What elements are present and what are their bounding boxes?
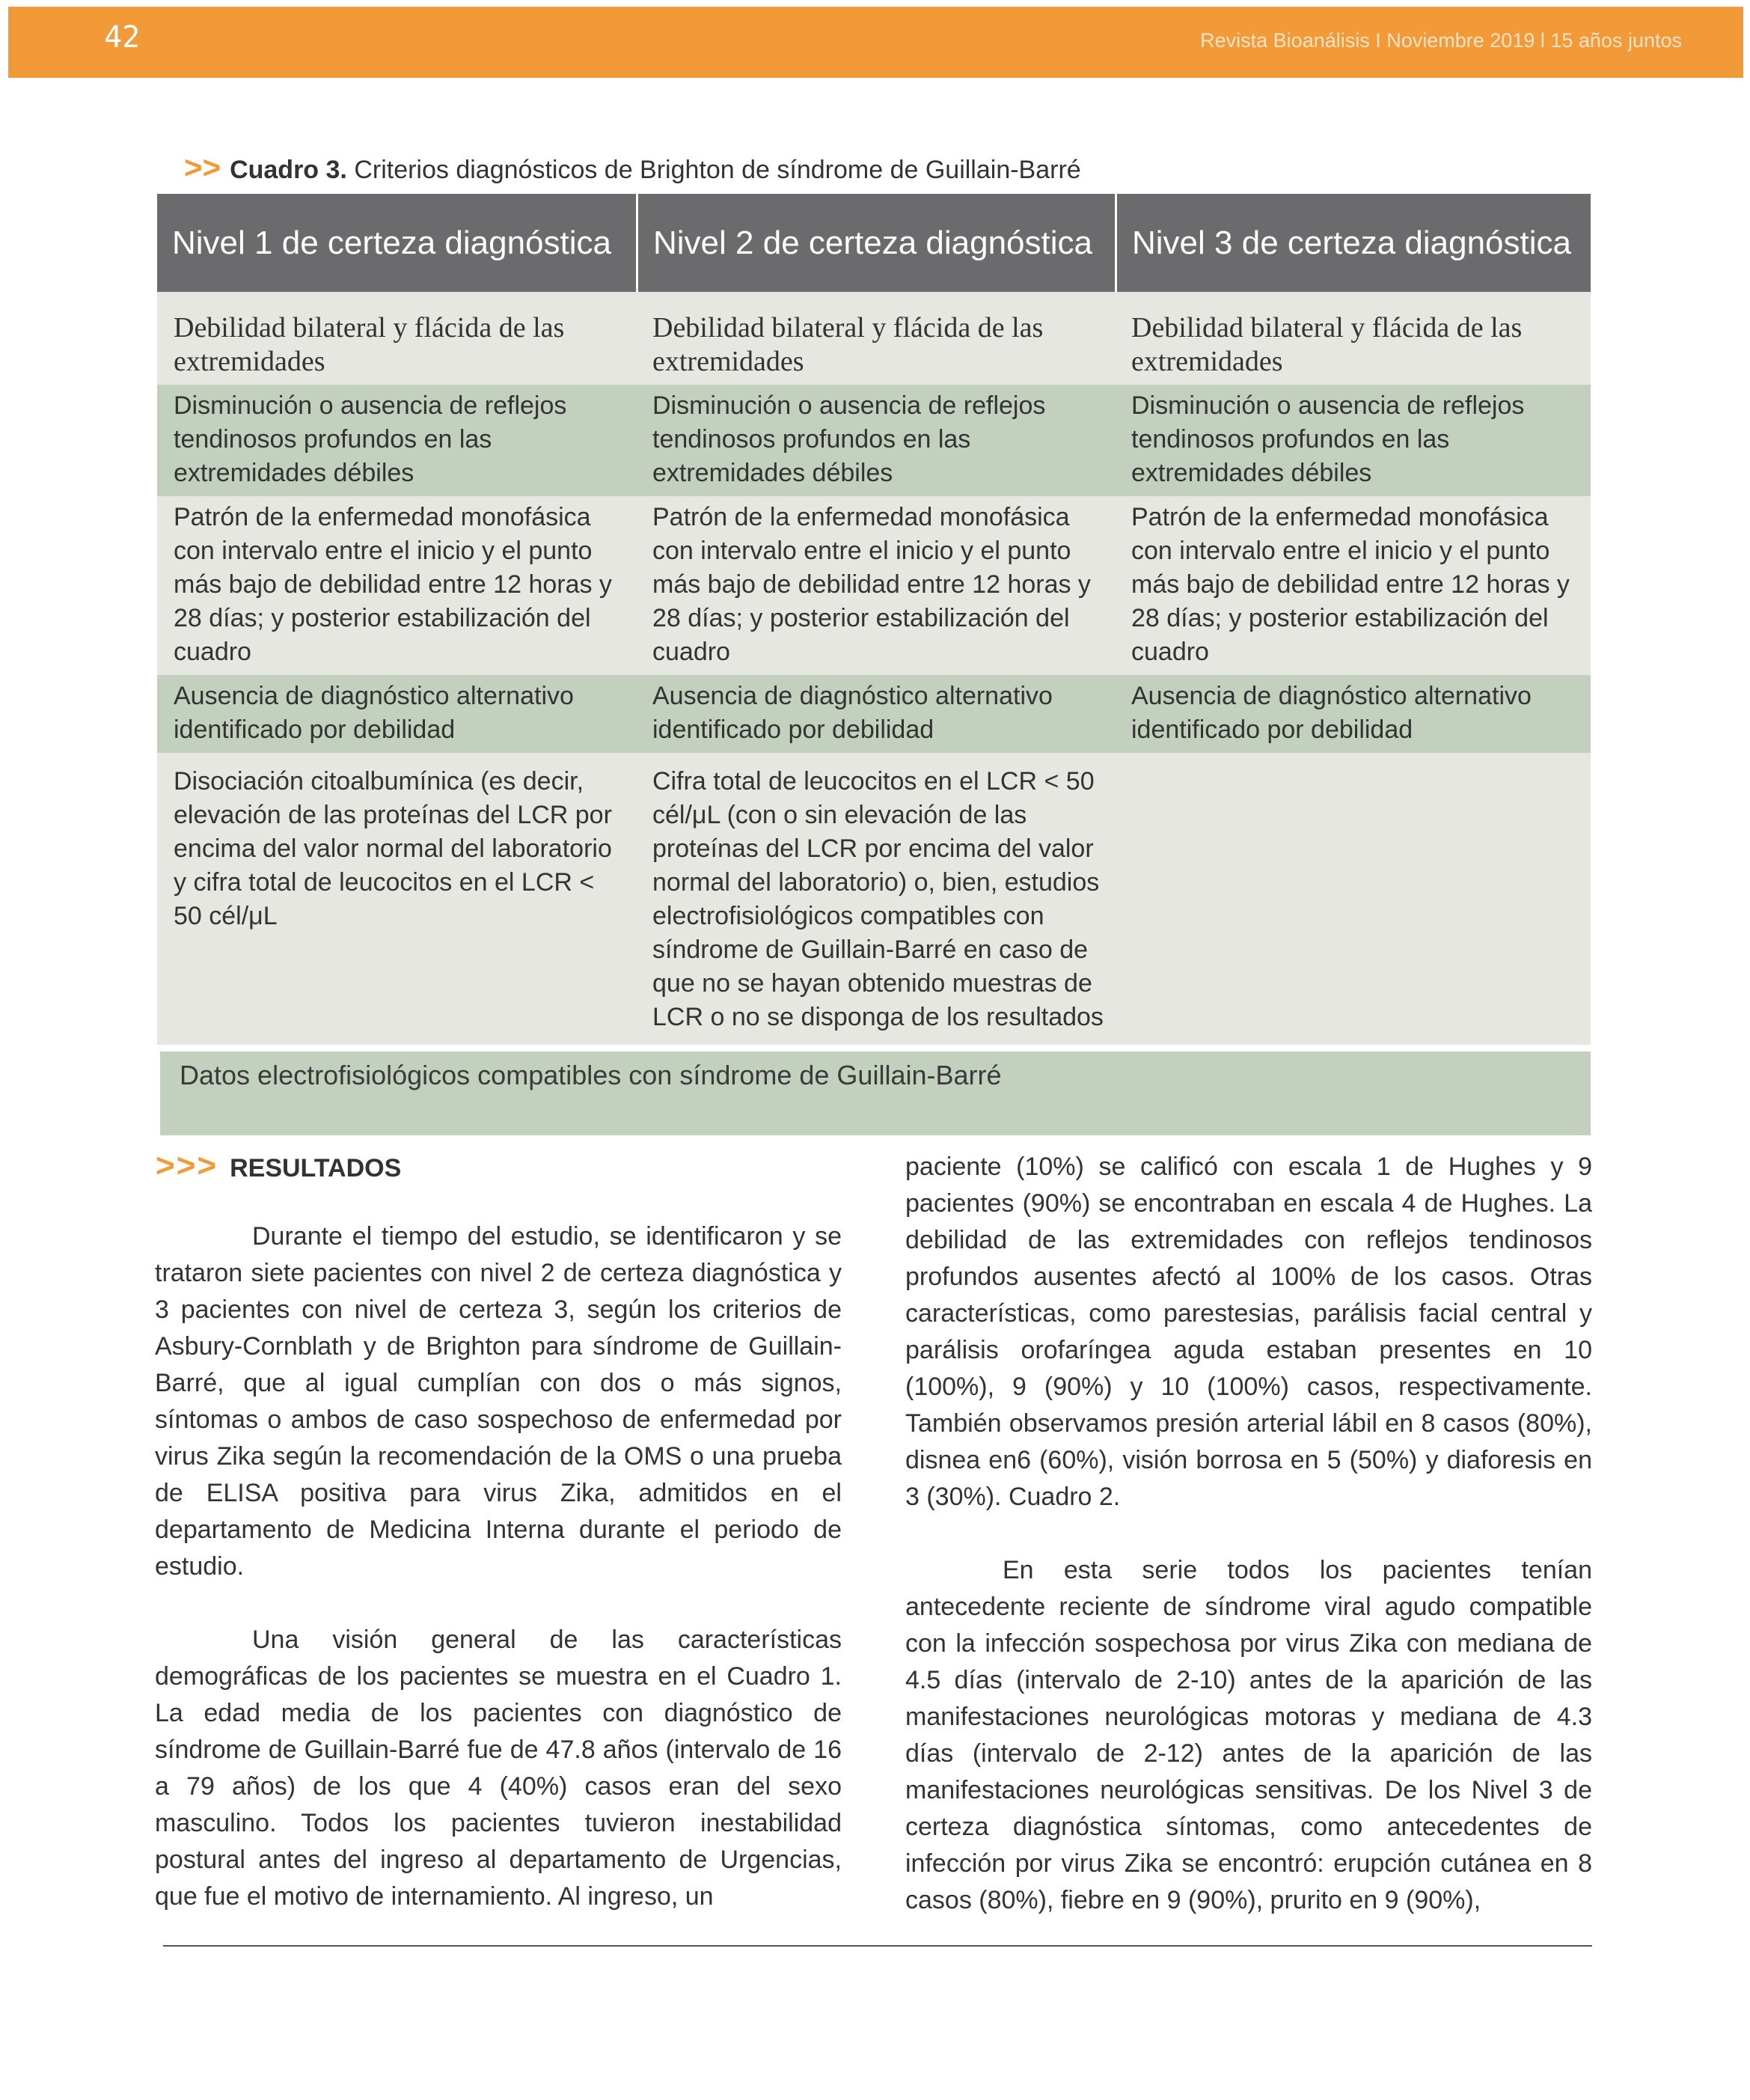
table-row [157, 675, 1591, 753]
section-title: RESULTADOS [230, 1154, 402, 1182]
footer-rule [163, 1945, 1592, 1947]
paragraph: Una visión general de las características demográficas de los pacientes se muestra en el Cuadro 1. La edad media de los pacientes con diagnóstico de síndrome de Guillain-Barré fue de 47.8 años (intervalo de 16 a 79 años) de los que 4 (40%) casos eran del sexo masculino. Todos los pacientes tuvieron inestabilidad postural antes del ingreso al departamento de Urgencias, que fue el motivo de internamiento. Al ingreso, un [155, 1626, 842, 1911]
column-header-level-3: Nivel 3 de certeza diagnóstica [1115, 194, 1591, 292]
table-header [157, 194, 1591, 292]
body-column-right [905, 1149, 1592, 1956]
criteria-table [157, 194, 1591, 1045]
table-cell: Ausencia de diagnóstico alternativo identificado por debilidad [174, 682, 574, 744]
table-cell: Debilidad bilateral y flácida de las extremidades [652, 312, 1044, 377]
paragraph: paciente (10%) se calificó con escala 1 de Hughes y 9 pacientes (90%) se encontraban en escala 4 de Hughes. La debilidad de las extremidades con reflejos tendinosos profundos ausentes afectó al 100% de los casos. Otras características, como parestesias, parálisis facial central y parálisis orofaríngea aguda estaban presentes en 10 (100%), 9 (90%) y 10 (100%) casos, respectivamente. También observamos presión arterial lábil en 8 casos (80%), disnea en6 (60%), visión borrosa en 5 (50%) y diaforesis en 3 (30%). Cuadro 2. [905, 1153, 1592, 1511]
table-cell: Ausencia de diagnóstico alternativo identificado por debilidad [1131, 682, 1532, 744]
column-header-level-2: Nivel 2 de certeza diagnóstica [636, 194, 1115, 292]
table-cell: Cifra total de leucocitos en el LCR < 50 cél/μL (con o sin elevación de las proteínas del LCR por encima del valor normal del laboratorio) o, bien, estudios electrofisiológicos compatibles con síndrome de Guillain-Barré en caso de que no se hayan obtenido muestras de LCR o no se disponga de los resultados [652, 767, 1104, 1031]
caption-label: Cuadro 3. [230, 156, 347, 184]
table-cell: Debilidad bilateral y flácida de las extremidades [174, 312, 565, 377]
table-cell: Patrón de la enfermedad monofásica con intervalo entre el inicio y el punto más bajo de debilidad entre 12 horas y 28 días; y posterior estabilización del cuadro [652, 503, 1091, 666]
table-cell: Patrón de la enfermedad monofásica con intervalo entre el inicio y el punto más bajo de debilidad entre 12 horas y 28 días; y posterior estabilización del cuadro [1131, 503, 1570, 666]
table-cell: Debilidad bilateral y flácida de las extremidades [1131, 312, 1523, 377]
caption-arrow-icon: >> [184, 150, 221, 185]
table-cell: Disminución o ausencia de reflejos tendinosos profundos en las extremidades débiles [1131, 391, 1525, 487]
table-cell: Disminución o ausencia de reflejos tendinosos profundos en las extremidades débiles [174, 391, 567, 487]
page-number: 42 [104, 20, 141, 55]
table-cell: Ausencia de diagnóstico alternativo identificado por debilidad [652, 682, 1053, 744]
table-row [157, 292, 1591, 385]
body-column-left [155, 1218, 842, 1952]
section-heading [156, 1147, 401, 1185]
paragraph: En esta serie todos los pacientes tenían antecedente reciente de síndrome viral agudo compatible con la infección sospechosa por virus Zika con mediana de 4.5 días (intervalo de 2-10) antes de la aparición de las manifestaciones neurológicas motoras y mediana de 4.3 días (intervalo de 2-12) antes de la aparición de las manifestaciones neurológicas sensitivas. De los Nivel 3 de certeza diagnóstica síntomas, como antecedentes de infección por virus Zika se encontró: erupción cutánea en 8 casos (80%), fiebre en 9 (90%), prurito en 9 (90%), [905, 1556, 1592, 1914]
paragraph: Durante el tiempo del estudio, se identificaron y se trataron siete pacientes con nivel 2 de certeza diagnóstica y 3 pacientes con nivel de certeza 3, según los criterios de Asbury-Cornblath y de Brighton para síndrome de Guillain-Barré, que al igual cumplían con dos o más signos, síntomas o ambos de caso sospechoso de enfermedad por virus Zika según la recomendación de la OMS o una prueba de ELISA positiva para virus Zika, admitidos en el departamento de Medicina Interna durante el periodo de estudio. [155, 1222, 842, 1581]
table-cell: Patrón de la enfermedad monofásica con intervalo entre el inicio y el punto más bajo de debilidad entre 12 horas y 28 días; y posterior estabilización del cuadro [174, 503, 612, 666]
table-row-electrophysiology: Datos electrofisiológicos compatibles con síndrome de Guillain-Barré [160, 1051, 1591, 1135]
caption-text: Criterios diagnósticos de Brighton de síndrome de Guillain-Barré [346, 156, 1081, 184]
section-arrow-icon: >>> [156, 1147, 218, 1184]
running-head: Revista Bioanálisis I Noviembre 2019 l 15 años juntos [1200, 29, 1682, 52]
table-row [157, 496, 1591, 675]
column-header-level-1: Nivel 1 de certeza diagnóstica [172, 225, 611, 261]
table-row [157, 385, 1591, 496]
table-caption [184, 150, 1081, 186]
table-row [157, 753, 1591, 1045]
table-cell: Disociación citoalbumínica (es decir, elevación de las proteínas del LCR por encima del valor normal del laboratorio y cifra total de leucocitos en el LCR < 50 cél/μL [174, 767, 612, 930]
table-cell: Disminución o ausencia de reflejos tendinosos profundos en las extremidades débiles [652, 391, 1046, 487]
page-header-bar [8, 7, 1743, 78]
table-cell [1115, 765, 1591, 1034]
